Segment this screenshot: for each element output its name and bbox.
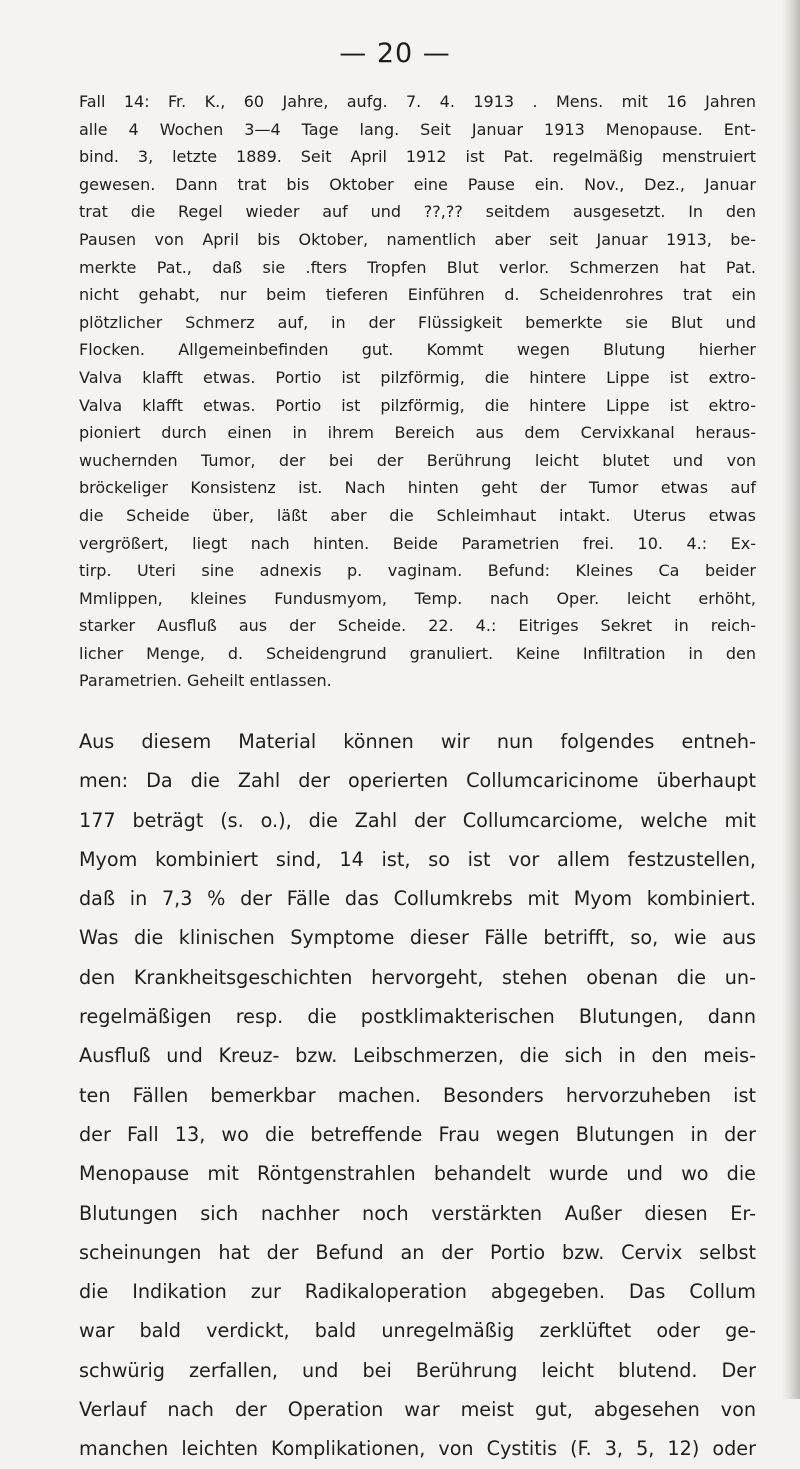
text-line: men: Da die Zahl der operierten Collumcaricinome überhaupt xyxy=(79,769,756,793)
text-line: die Indikation zur Radikaloperation abgegeben. Das Collum xyxy=(79,1280,756,1304)
text-line: Mmlippen, kleines Fundusmyom, Temp. nach Oper. leicht erhöht, xyxy=(79,588,756,608)
text-line: schwürig zerfallen, und bei Berührung leicht blutend. Der xyxy=(79,1358,756,1382)
text-line: 177 beträgt (s. o.), die Zahl der Collumcarciome, welche mit xyxy=(79,808,756,832)
text-line: Fall 14: Fr. K., 60 Jahre, aufg. 7. 4. 1913 . Mens. mit 16 Jahren xyxy=(79,92,756,111)
text-line: gewesen. Dann trat bis Oktober eine Pause ein. Nov., Dez., Januar xyxy=(79,174,756,194)
text-line: Ausfluß und Kreuz- bzw. Leibschmerzen, die sich in den meis- xyxy=(79,1044,756,1068)
text-line: war bald verdickt, bald unregelmäßig zerklüftet oder ge- xyxy=(79,1319,756,1343)
case-report-paragraph xyxy=(79,88,756,695)
text-line: Valva klafft etwas. Portio ist pilzförmig, die hintere Lippe ist extro- xyxy=(79,367,756,387)
text-line: wuchernden Tumor, der bei der Berührung leicht blutet und von xyxy=(79,450,756,470)
page-edge-shadow xyxy=(782,0,800,1399)
text-line: den Krankheitsgeschichten hervorgeht, stehen obenan die un- xyxy=(79,965,756,989)
text-line: pioniert durch einen in ihrem Bereich aus dem Cervixkanal heraus- xyxy=(79,423,756,443)
text-line: Was die klinischen Symptome dieser Fälle betrifft, so, wie aus xyxy=(79,926,756,950)
text-line: merkte Pat., daß sie .fters Tropfen Blut verlor. Schmerzen hat Pat. xyxy=(79,257,756,277)
text-line: Flocken. Allgemeinbefinden gut. Kommt wegen Blutung hierher xyxy=(79,340,756,360)
text-line: alle 4 Wochen 3—4 Tage lang. Seit Januar 1913 Menopause. Ent- xyxy=(79,119,756,139)
text-line: Menopause mit Röntgenstrahlen behandelt wurde und wo die xyxy=(79,1162,756,1186)
text-line: der Fall 13, wo die betreffende Frau wegen Blutungen in der xyxy=(79,1122,756,1146)
text-line: daß in 7,3 % der Fälle das Collumkrebs mit Myom kombiniert. xyxy=(79,887,756,911)
text-line: licher Menge, d. Scheidengrund granuliert. Keine Infiltration in den xyxy=(79,643,756,663)
text-line: plötzlicher Schmerz auf, in der Flüssigkeit bemerkte sie Blut und xyxy=(79,312,756,332)
text-line: regelmäßigen resp. die postklimakterischen Blutungen, dann xyxy=(79,1005,756,1029)
text-line: Blutungen sich nachher noch verstärkten Außer diesen Er- xyxy=(79,1201,756,1225)
text-line: die Scheide über, läßt aber die Schleimhaut intakt. Uterus etwas xyxy=(79,505,756,525)
discussion-paragraph xyxy=(79,722,756,1469)
page-number: — 20 — xyxy=(339,38,451,69)
text-line: trat die Regel wieder auf und ??,?? seitdem ausgesetzt. In den xyxy=(79,202,756,222)
text-line: bind. 3, letzte 1889. Seit April 1912 ist Pat. regelmäßig menstruiert xyxy=(79,147,756,167)
text-line: Valva klafft etwas. Portio ist pilzförmig, die hintere Lippe ist ektro- xyxy=(79,395,756,415)
text-line: ten Fällen bemerkbar machen. Besonders hervorzuheben ist xyxy=(79,1083,756,1107)
text-line: vergrößert, liegt nach hinten. Beide Parametrien frei. 10. 4.: Ex- xyxy=(79,533,756,553)
text-line: Parametrien. Geheilt entlassen. xyxy=(79,671,332,691)
text-line: bröckeliger Konsistenz ist. Nach hinten geht der Tumor etwas auf xyxy=(79,478,756,498)
text-line: Verlauf nach der Operation war meist gut, abgesehen von xyxy=(79,1398,756,1422)
text-line: Aus diesem Material können wir nun folgendes entneh- xyxy=(79,730,756,753)
text-line: starker Ausfluß aus der Scheide. 22. 4.: Eitriges Sekret in reich- xyxy=(79,616,756,636)
text-line: Myom kombiniert sind, 14 ist, so ist vor allem festzustellen, xyxy=(79,847,756,871)
text-line: manchen leichten Komplikationen, von Cystitis (F. 3, 5, 12) oder xyxy=(79,1437,756,1461)
text-line: tirp. Uteri sine adnexis p. vaginam. Befund: Kleines Ca beider xyxy=(79,561,756,581)
text-line: nicht gehabt, nur beim tieferen Einführen d. Scheidenrohres trat ein xyxy=(79,285,756,305)
text-line: Pausen von April bis Oktober, namentlich aber seit Januar 1913, be- xyxy=(79,229,756,249)
text-line: scheinungen hat der Befund an der Portio bzw. Cervix selbst xyxy=(79,1240,756,1264)
